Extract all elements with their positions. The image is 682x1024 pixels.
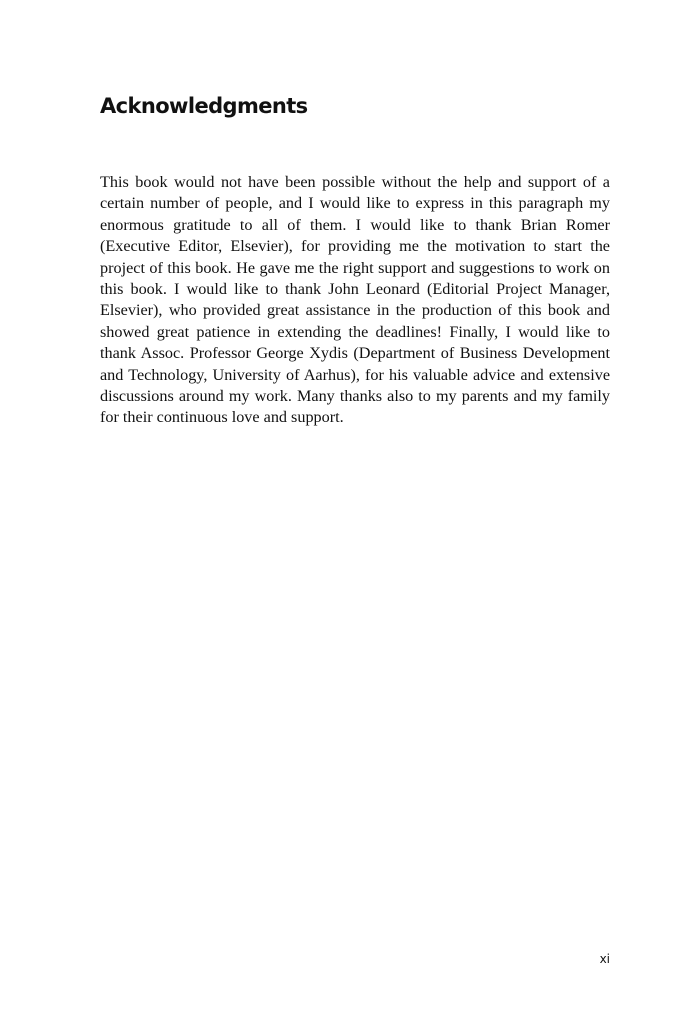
acknowledgments-paragraph: This book would not have been possible without the help and support of a certain number of people, and I would like to express in this paragraph my enormous gratitude to all of them. I would like to thank Brian Romer (Executive Editor, Elsevier), for providing me the motivation to start the project of this book. He gave me the right support and suggestions to work on this book. I would like to thank John Leonard (Editorial Project Manager, Elsevier), who provided great assistance in the production of this book and showed great patience in extending the deadlines! Finally, I would like to thank Assoc. Professor George Xydis (Department of Business Development and Technology, University of Aarhus), for his valuable advice and extensive discussions around my work. Many thanks also to my parents and my family for their continuous love and support. — [100, 173, 610, 427]
page-heading: Acknowledgments — [100, 94, 308, 118]
page-number: xi — [599, 952, 610, 966]
